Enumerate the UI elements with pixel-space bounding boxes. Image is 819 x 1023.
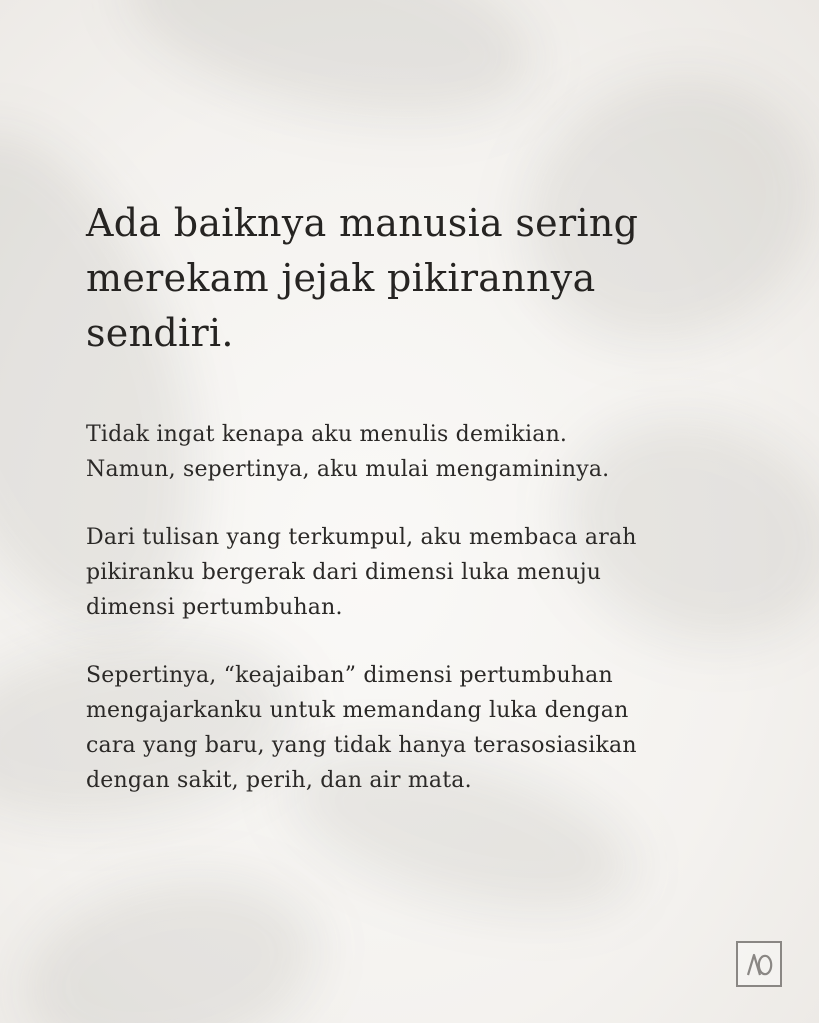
paragraph-line: pikiranku bergerak dari dimensi luka menuju <box>86 560 602 585</box>
paragraph-line: Sepertinya, “keajaiban” dimensi pertumbuhan <box>86 663 613 688</box>
headline-line: sendiri. <box>86 311 234 355</box>
paragraph-1 <box>86 417 766 487</box>
paragraph-line: dimensi pertumbuhan. <box>86 595 343 620</box>
paragraph-line: cara yang baru, yang tidak hanya terasosiasikan <box>86 733 637 758</box>
article-content <box>86 196 766 831</box>
paragraph-line: Namun, sepertinya, aku mulai mengamininya. <box>86 457 610 482</box>
paragraph-line: Tidak ingat kenapa aku menulis demikian. <box>86 422 568 447</box>
headline-line: merekam jejak pikirannya <box>86 256 596 300</box>
headline-line: Ada baiknya manusia sering <box>86 201 639 245</box>
leaf-shadow <box>107 0 553 152</box>
paragraph-2 <box>86 520 766 625</box>
leaf-shadow <box>5 851 336 1023</box>
paragraph-line: dengan sakit, perih, dan air mata. <box>86 768 472 793</box>
paragraph-line: mengajarkanku untuk memandang luka dengan <box>86 698 629 723</box>
headline <box>86 196 766 361</box>
paragraph-line: Dari tulisan yang terkumpul, aku membaca arah <box>86 525 637 550</box>
monogram-logo-icon <box>736 941 782 987</box>
paragraph-3 <box>86 658 766 798</box>
